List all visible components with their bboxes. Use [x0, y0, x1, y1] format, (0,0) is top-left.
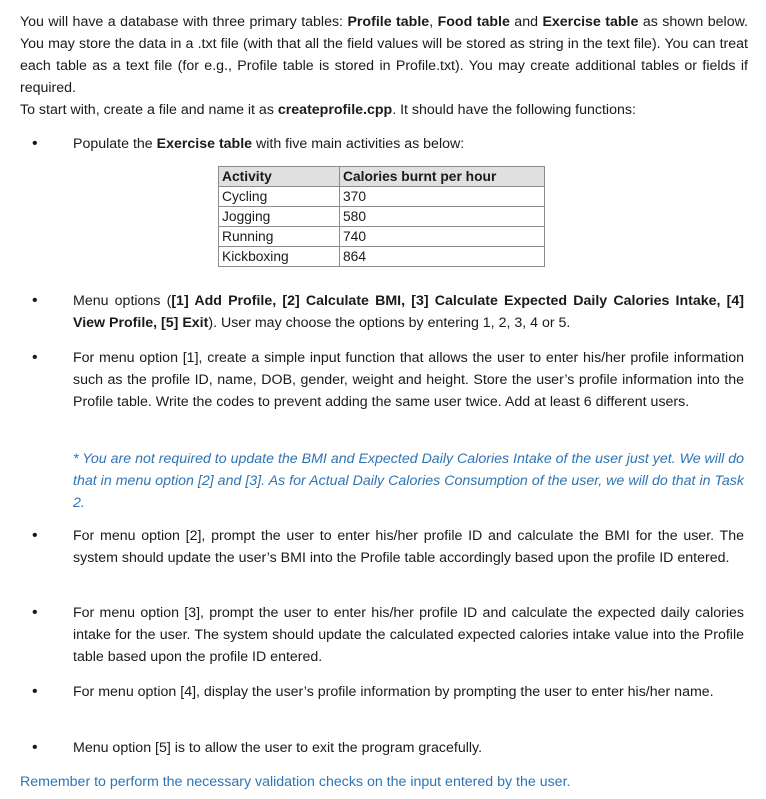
calories-cell: 580 [340, 207, 545, 227]
calories-cell: 370 [340, 187, 545, 207]
instruction-paragraph [20, 99, 748, 121]
table-row [219, 247, 545, 267]
bullet-option-1: For menu option [1], create a simple input function that allows the user to enter his/her profile information such as the profile ID, name, DOB, gender, weight and height. Store the user’s profile information into the Profile table. Write the codes to prevent adding the same user twice. Add at least 6 different users. [73, 350, 744, 410]
exercise-table [218, 166, 545, 267]
intro-text: and [509, 14, 543, 30]
filename: createprofile.cpp [277, 102, 393, 118]
calories-cell: 864 [340, 247, 545, 267]
exercise-table-term: Exercise table [542, 14, 639, 30]
bullet-marker: • [32, 292, 38, 309]
bullet-marker: • [32, 604, 38, 621]
food-table-term: Food table [437, 14, 510, 30]
menu-options-list: [1] Add Profile, [2] Calculate BMI, [3] Calculate Expected Daily Calories Intake, [4] View Profile, [5] Exit [73, 293, 744, 331]
intro-text: , [429, 14, 438, 30]
intro-text: You will have a database with three primary tables: [20, 14, 348, 30]
bullet-option-3: For menu option [3], prompt the user to enter his/her profile ID and calculate the expected daily calories intake for the user. The system should update the calculated expected calories intake value into the Profile table based upon the profile ID entered. [73, 605, 744, 665]
bullet-marker: • [32, 739, 38, 756]
header-calories: Calories burnt per hour [340, 167, 545, 187]
bullet-text: ). User may choose the options by entering 1, 2, 3, 4 or 5. [208, 315, 571, 331]
bullet-marker: • [32, 135, 38, 152]
bullet-option-4: For menu option [4], display the user’s profile information by prompting the user to enter his/her name. [73, 684, 714, 700]
activity-cell: Kickboxing [219, 247, 340, 267]
bullet-text: with five main activities as below: [252, 136, 465, 152]
intro-paragraph [20, 11, 748, 99]
header-activity: Activity [219, 167, 340, 187]
bullet-text: Populate the [73, 136, 157, 152]
calories-cell: 740 [340, 227, 545, 247]
note-paragraph: * You are not required to update the BMI and Expected Daily Calories Intake of the user just yet. We will do that in menu option [2] and [3]. As for Actual Daily Calories Consumption of the user, we will do that in Task 2. [73, 451, 744, 511]
activity-cell: Jogging [219, 207, 340, 227]
activity-cell: Cycling [219, 187, 340, 207]
table-row [219, 227, 545, 247]
table-row [219, 187, 545, 207]
table-row [219, 207, 545, 227]
exercise-table-term: Exercise table [156, 136, 253, 152]
bullet-marker: • [32, 527, 38, 544]
table-header-row [219, 167, 545, 187]
profile-table-term: Profile table [347, 14, 430, 30]
bullet-populate-exercise [73, 133, 744, 155]
intro-text: as shown below. You may store the data in a .txt file (with that all the field values will be stored as string in the text file). You can treat each table as a text file (for e.g., Profile table is stored in Profile.txt). You may create additional tables or fields if required. [20, 14, 748, 96]
bullet-marker: • [32, 349, 38, 366]
instruction-text: . It should have the following functions: [392, 102, 636, 118]
instruction-text: To start with, create a file and name it as [20, 102, 278, 118]
bullet-option-5: Menu option [5] is to allow the user to exit the program gracefully. [73, 740, 483, 756]
bullet-marker: • [32, 683, 38, 700]
activity-cell: Running [219, 227, 340, 247]
bullet-option-2: For menu option [2], prompt the user to enter his/her profile ID and calculate the BMI for the user. The system should update the user’s BMI into the Profile table accordingly based upon the profile ID entered. [73, 528, 744, 566]
bullet-menu-options [73, 290, 744, 334]
reminder-text: Remember to perform the necessary validation checks on the input entered by the user. [20, 774, 571, 790]
bullet-text: Menu options ( [73, 293, 172, 309]
